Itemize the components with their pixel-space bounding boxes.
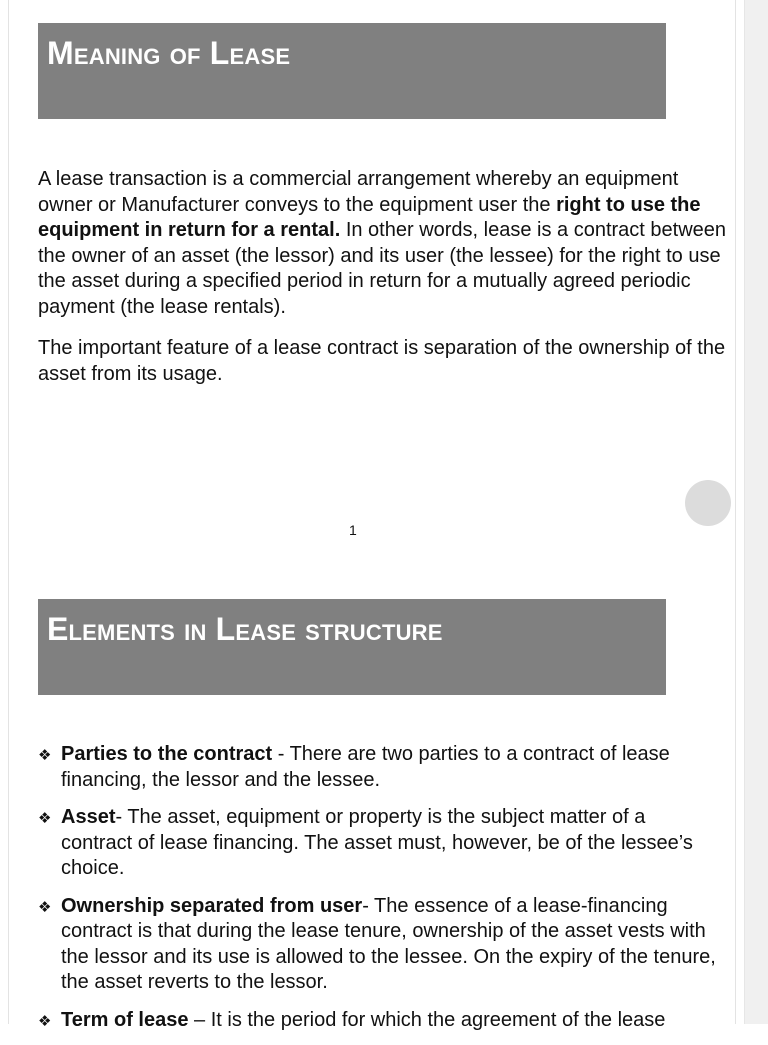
scrollbar-track[interactable]	[744, 0, 768, 1024]
item-term: Asset	[61, 806, 116, 828]
page-edge-left	[8, 0, 9, 1024]
page-edge-right	[735, 0, 736, 1024]
section-banner-elements	[38, 599, 666, 695]
paragraph-text: A lease transaction is a commercial arrangement whereby an equipment owner or Manufacturer conveys to the equipment user the	[38, 168, 679, 216]
list-item	[38, 805, 718, 882]
section-banner-meaning	[38, 23, 666, 119]
item-term: Ownership separated from user	[61, 894, 363, 917]
item-term: Term of lease	[61, 1008, 189, 1031]
paragraph-text: In other words, lease is a contract between the owner of an asset (the lessor) and its user (the lessee) for the right to use the asset during a specified period in return for a mutually agreed periodic payment (the lease rentals).	[38, 219, 727, 318]
elements-list	[38, 742, 718, 1045]
list-item	[38, 894, 718, 996]
diamond-bullet-icon: ❖	[38, 898, 52, 916]
section-title: Meaning of Lease	[47, 35, 291, 71]
page-number: 1	[349, 522, 357, 538]
paragraph-definition	[38, 167, 730, 320]
list-item	[38, 742, 718, 793]
section-title: Elements in Lease structure	[47, 611, 443, 647]
item-text: - The asset, equipment or property is the subject matter of a contract of lease financing. The asset must, however, be of the lessee’s choice.	[61, 806, 693, 879]
item-term: Parties to the contract	[61, 743, 273, 765]
list-item	[38, 1008, 718, 1034]
item-text: - The essence of a lease-financing contract is that during the lease tenure, ownership of the asset vests with the lessor and its use is allowed to the lessee. On the expiry of the tenure, the asset reverts to the lessor.	[61, 894, 716, 993]
diamond-bullet-icon: ❖	[38, 1012, 52, 1030]
item-text: – It is the period for which the agreement of the lease	[188, 1008, 666, 1031]
paragraph-bold-text: right to use the equipment in return for a rental.	[38, 193, 701, 241]
scrollbar-thumb[interactable]	[685, 480, 731, 526]
item-text: - There are two parties to a contract of lease financing, the lessor and the lessee.	[61, 743, 670, 791]
paragraph-feature: The important feature of a lease contract is separation of the ownership of the asset from its usage.	[38, 337, 726, 385]
diamond-bullet-icon: ❖	[38, 810, 52, 827]
diamond-bullet-icon: ❖	[38, 747, 52, 764]
